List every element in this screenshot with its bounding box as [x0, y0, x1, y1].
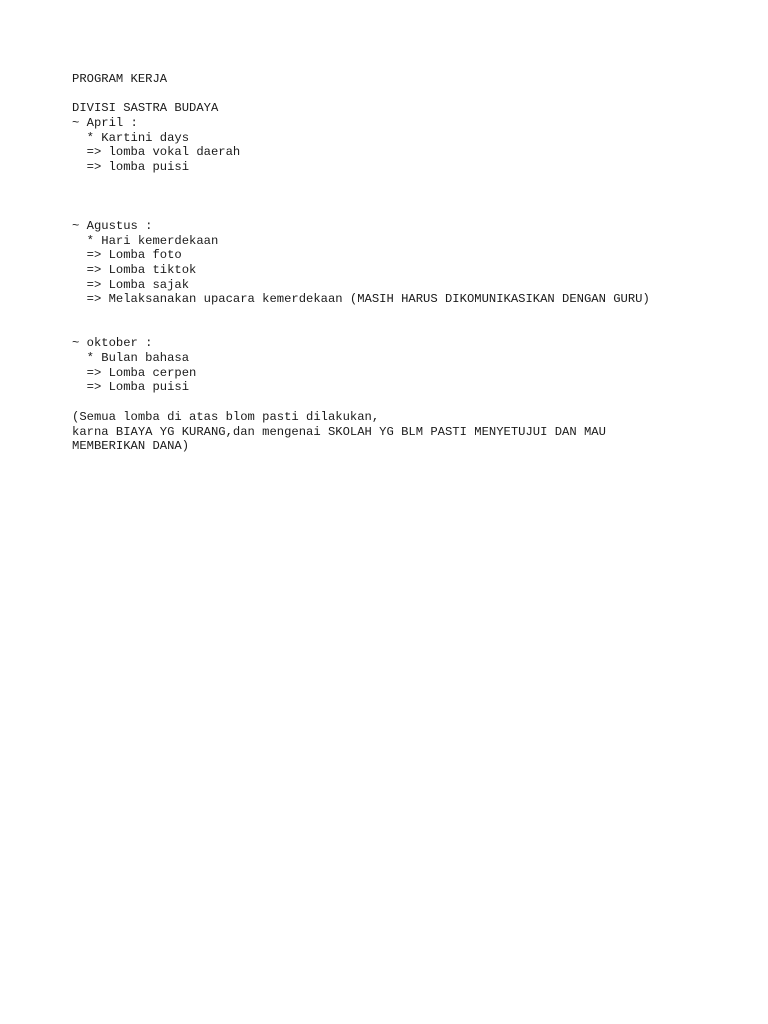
program-item: => lomba puisi: [72, 160, 190, 175]
blank-line: [72, 395, 732, 410]
month-heading: ~ oktober :: [72, 336, 153, 351]
program-item: => Lomba cerpen: [72, 365, 197, 380]
event-title: * Hari kemerdekaan: [72, 233, 219, 248]
document-page: [72, 72, 732, 454]
blank-line: [72, 204, 732, 219]
note-line: karna BIAYA YG KURANG,dan mengenai SKOLAH YG BLM PASTI MENYETUJUI DAN MAU: [72, 424, 606, 439]
note-line: MEMBERIKAN DANA): [72, 439, 190, 454]
event-title: * Kartini days: [72, 130, 190, 145]
blank-line: [72, 175, 732, 190]
program-item: => Lomba foto: [72, 248, 182, 263]
program-item: => Melaksanakan upacara kemerdekaan (MASIH HARUS DIKOMUNIKASIKAN DENGAN GURU): [72, 292, 650, 307]
program-item: => Lomba puisi: [72, 380, 190, 395]
month-heading: ~ April :: [72, 116, 138, 131]
program-sections: [72, 116, 732, 410]
blank-line: [72, 307, 732, 322]
blank-line: [72, 87, 732, 102]
note-line: (Semua lomba di atas blom pasti dilakukan,: [72, 409, 380, 424]
program-item: => Lomba sajak: [72, 277, 190, 292]
division-heading: DIVISI SASTRA BUDAYA: [72, 101, 219, 116]
closing-note: [72, 410, 732, 454]
blank-line: [72, 190, 732, 205]
program-item: => Lomba tiktok: [72, 262, 197, 277]
document-title: PROGRAM KERJA: [72, 72, 168, 86]
event-title: * Bulan bahasa: [72, 351, 190, 366]
month-heading: ~ Agustus :: [72, 218, 153, 233]
program-item: => lomba vokal daerah: [72, 145, 241, 160]
blank-line: [72, 322, 732, 337]
